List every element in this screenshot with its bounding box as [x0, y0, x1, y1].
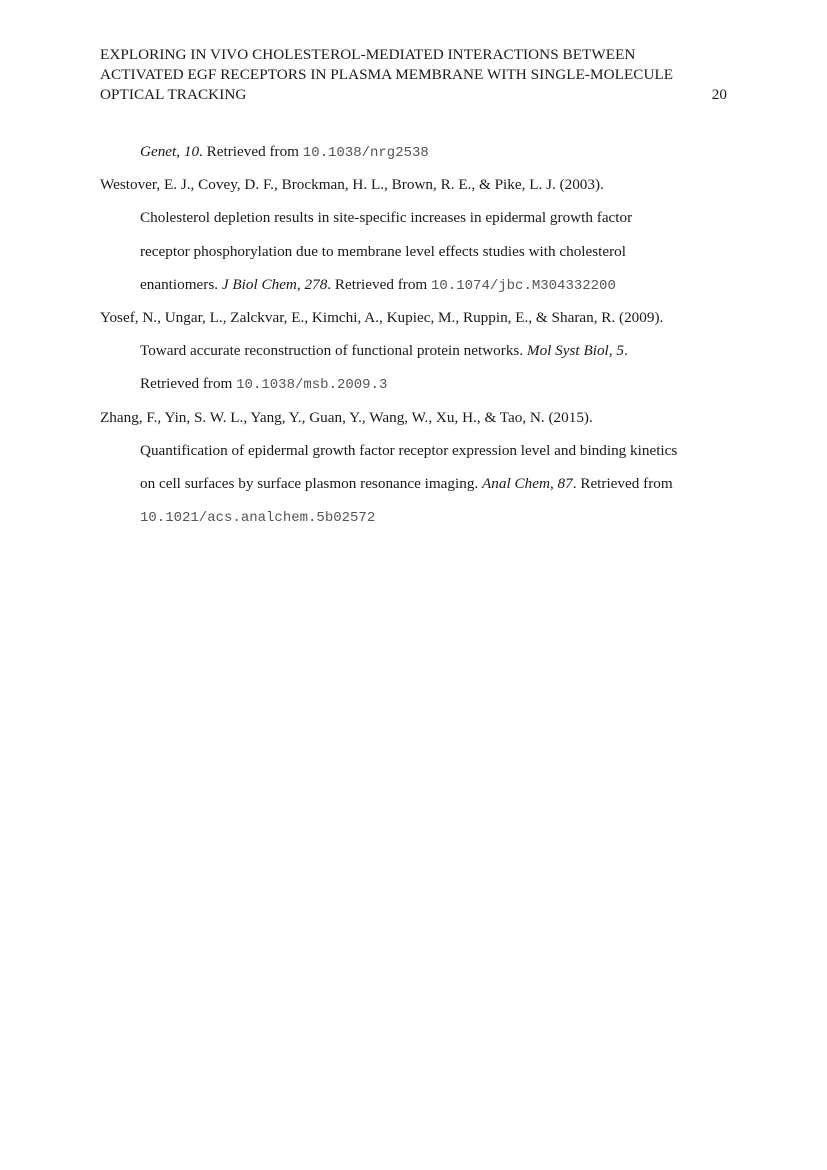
reference-doi-link[interactable]: 10.1074/jbc.M304332200 — [431, 277, 616, 294]
reference-doi-link[interactable]: 10.1038/nrg2538 — [302, 145, 429, 161]
reference-doi-link[interactable]: 10.1038/msb.2009.3 — [236, 377, 388, 394]
reference-retrieved-label: Retrieved from — [334, 275, 428, 293]
reference-zhang-doi-line — [100, 507, 727, 540]
reference-zhang-title-1: Quantification of epidermal growth factor receptor expression level and binding kinetics — [140, 441, 678, 459]
reference-westover-source: enantiomers. J Biol Chem, 278. Retrieved from 10.1074/jbc.M304332200 — [140, 275, 616, 294]
running-head-line-3-text: OPTICAL TRACKING — [100, 86, 247, 103]
reference-retrieved-label: Retrieved from — [206, 143, 299, 160]
running-head-line-1: EXPLORING IN VIVO CHOLESTEROL-MEDIATED INTERACTIONS BETWEEN — [100, 46, 636, 63]
page-number: 20 — [711, 86, 727, 103]
reference-yosef-source: Toward accurate reconstruction of functional protein networks. Mol Syst Biol, 5. — [140, 342, 628, 360]
running-head-line-2: ACTIVATED EGF RECEPTORS IN PLASMA MEMBRANE WITH SINGLE-MOLECULE — [100, 66, 674, 83]
reference-journal: J Biol Chem — [221, 275, 297, 293]
reference-retrieved-label: Retrieved from — [580, 474, 673, 492]
reference-westover-title-2: receptor phosphorylation due to membrane level effects studies with cholesterol — [140, 242, 626, 260]
reference-zhang-title-2: on cell surfaces by surface plasmon resonance imaging. — [140, 474, 479, 492]
reference-volume: 10 — [183, 143, 200, 160]
running-head — [100, 45, 727, 105]
reference-journal: Mol Syst Biol — [526, 342, 609, 360]
reference-zhang-source: on cell surfaces by surface plasmon resonance imaging. Anal Chem, 87. Retrieved from — [140, 474, 673, 492]
reference-list — [100, 142, 727, 540]
reference-westover-title-3: enantiomers. — [140, 275, 219, 293]
reference-yosef-authors: Yosef, N., Ungar, L., Zalckvar, E., Kimchi, A., Kupiec, M., Ruppin, E., & Sharan, R. (2009). — [100, 308, 664, 326]
reference-yosef-title-1: Toward accurate reconstruction of functional protein networks. — [140, 342, 524, 360]
reference-journal: Anal Chem — [482, 474, 550, 492]
reference-volume: 87 — [557, 474, 573, 492]
reference-westover-authors: Westover, E. J., Covey, D. F., Brockman, H. L., Brown, R. E., & Pike, L. J. (2003). — [100, 176, 604, 194]
reference-doi-link[interactable]: 10.1021/acs.analchem.5b02572 — [140, 510, 376, 527]
reference-volume: 278 — [304, 275, 328, 293]
reference-yosef-retrieved — [100, 374, 727, 407]
reference-westover-title-1: Cholesterol depletion results in site-specific increases in epidermal growth factor — [140, 209, 633, 227]
reference-journal: Genet — [140, 143, 177, 160]
reference-retrieved-label: Retrieved from — [140, 375, 233, 393]
reference-continuation: Genet, 10. Retrieved from 10.1038/nrg2538 — [140, 143, 429, 161]
reference-zhang-authors: Zhang, F., Yin, S. W. L., Yang, Y., Guan, Y., Wang, W., Xu, H., & Tao, N. (2015). — [100, 408, 593, 426]
running-head-line-3 — [100, 85, 727, 105]
reference-volume: 5 — [616, 342, 624, 360]
